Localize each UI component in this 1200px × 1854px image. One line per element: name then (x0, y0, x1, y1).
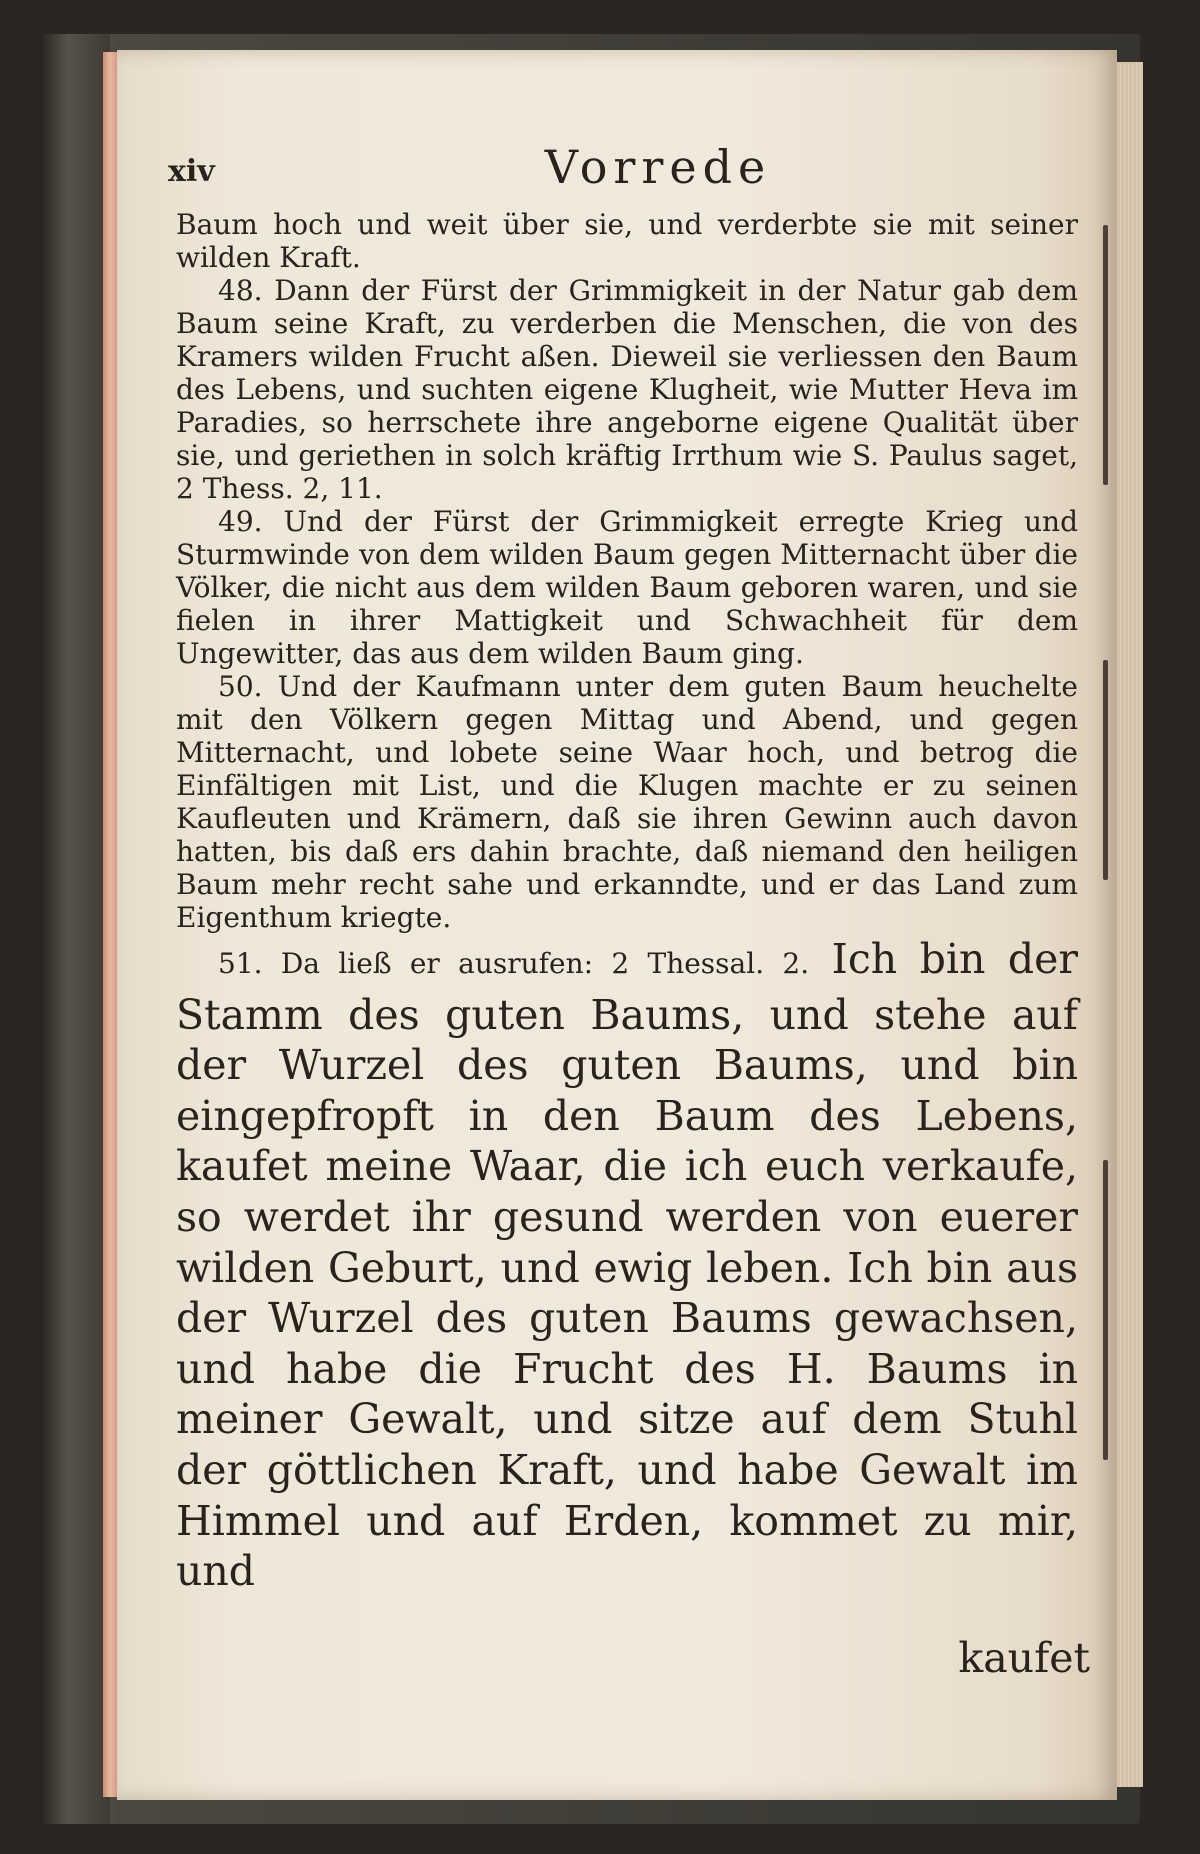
paragraph-51-emphasis: Ich bin der Stamm des guten Baums, und stehe auf der Wurzel des guten Baums, und bin eingepfropft in den Baum des Lebens, kaufet meine Waar, die ich euch verkaufe, so werdet ihr gesund werden von euerer wilden Geburt, und ewig leben. Ich bin aus der Wurzel des guten Baums gewachsen, und habe die Frucht des H. Baums in meiner Gewalt, und sitze auf dem Stuhl der göttlichen Kraft, und habe Gewalt im Himmel und auf Erden, kommet zu mir, und (176, 935, 1078, 1596)
paragraph-50: 50. Und der Kaufmann unter dem guten Baum heuchelte mit den Völkern gegen Mittag und Abend, und gegen Mitternacht, und lobete seine Waar hoch, und betrog die Einfältigen mit List, und die Klugen machte er zu seinen Kaufleuten und Krämern, daß sie ihren Gewinn auch davon hatten, bis daß ers dahin brachte, daß niemand den heiligen Baum mehr recht sahe und erkanndte, und er das Land zum Eigenthum kriegte. (176, 670, 1078, 934)
paragraph-47-end: Baum hoch und weit über sie, und verderbte sie mit seiner wilden Kraft. (176, 208, 1078, 274)
margin-mark-middle (1103, 660, 1108, 880)
book-spine (40, 34, 110, 1824)
margin-mark-upper (1103, 225, 1108, 485)
page-number: xiv (168, 154, 215, 189)
paragraph-49: 49. Und der Fürst der Grimmigkeit erregte Krieg und Sturmwinde von dem wilden Baum gegen Mitternacht über die Völker, die nicht aus dem wilden Baum geboren waren, und sie fielen in ihrer Mattigkeit und Schwachheit für dem Ungewitter, das aus dem wilden Baum ging. (176, 505, 1078, 670)
red-page-edge (103, 52, 117, 1797)
page-block-edge (1117, 62, 1143, 1787)
running-head (168, 138, 1088, 202)
margin-mark-lower (1103, 1160, 1108, 1460)
paragraph-48: 48. Dann der Fürst der Grimmigkeit in der Natur gab dem Baum seine Kraft, zu verderben die Menschen, die von des Kramers wilden Frucht aßen. Dieweil sie verliessen den Baum des Lebens, und suchten eigene Klugheit, wie Mutter Heva im Paradies, so herrschete ihre angeborne eigene Qualität über sie, und geriethen in solch kräftig Irrthum wie S. Paulus saget, 2 Thess. 2, 11. (176, 274, 1078, 505)
paragraph-51-lead: 51. Da ließ er ausrufen: 2 Thessal. 2. (218, 947, 810, 980)
paragraph-51 (176, 934, 1078, 1597)
running-title: Vorrede (544, 140, 772, 194)
catchword: kaufet (958, 1634, 1090, 1682)
body-text (176, 208, 1078, 1597)
